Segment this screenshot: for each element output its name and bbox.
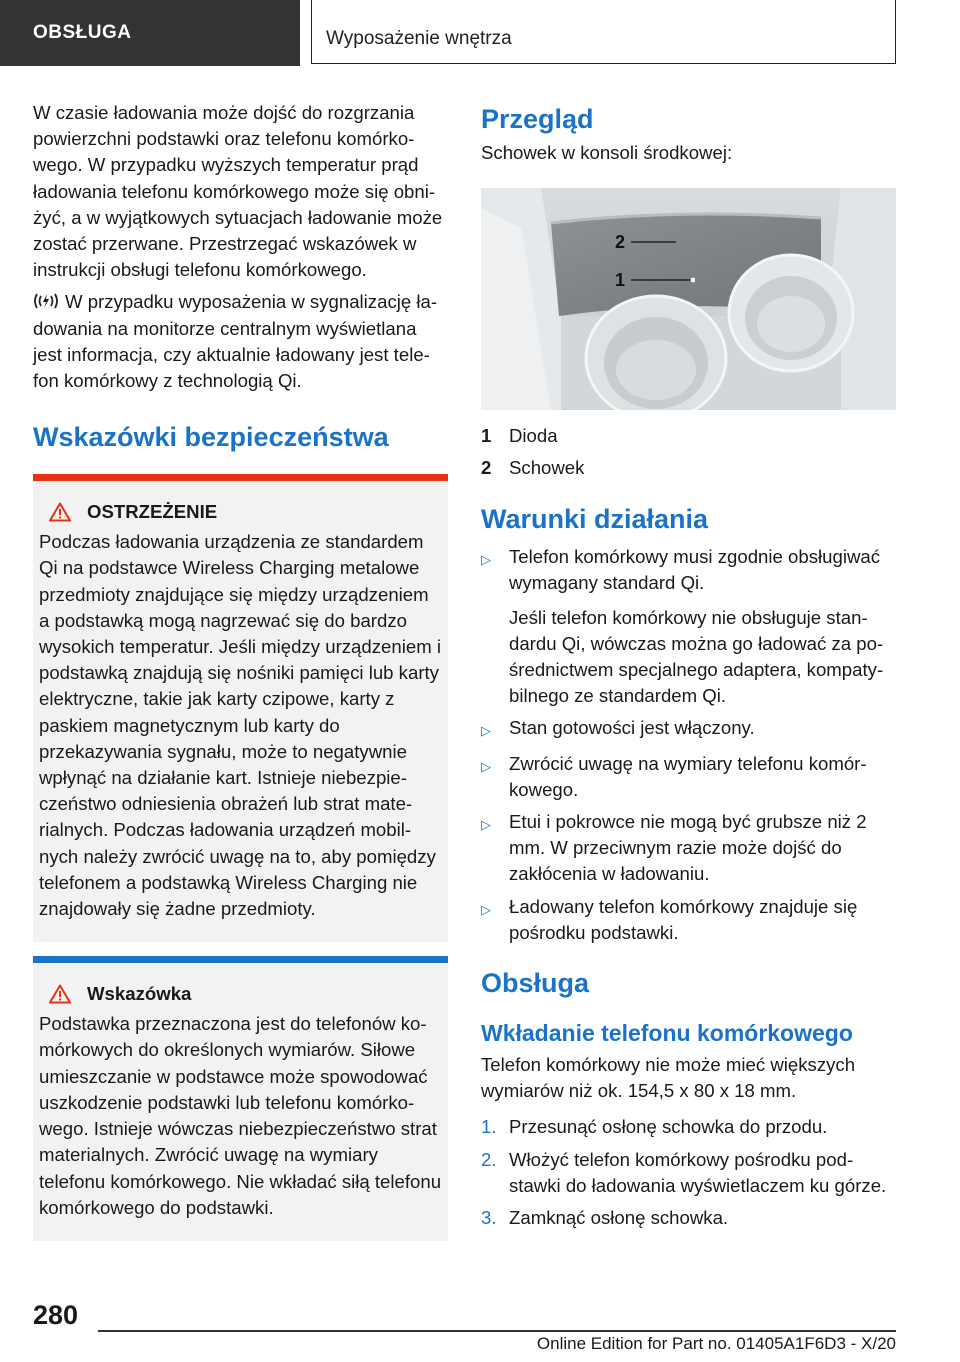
legend-item xyxy=(481,420,896,452)
list-item xyxy=(481,751,896,803)
section-label: OBSŁUGA xyxy=(0,0,300,66)
list-item xyxy=(481,894,896,946)
triangle-bullet-icon: ▷ xyxy=(481,901,491,917)
condition-text: Ładowany telefon komórkowy znajduje się pośrodku podstawki. xyxy=(509,895,858,943)
console-compartment-photo xyxy=(481,188,896,410)
operation-heading: Obsługa xyxy=(481,968,590,999)
warning-triangle-icon xyxy=(49,502,71,522)
condition-text: Stan gotowości jest włączony. xyxy=(509,717,755,739)
legend-label: Schowek xyxy=(509,457,585,479)
step-number: 3. xyxy=(481,1207,497,1229)
charging-display-paragraph xyxy=(33,289,448,394)
condition-extra: Jeśli telefon komórkowy nie obsługuje standardu Qi, wówczas można go ładować za pośrednictwem specjalnego adaptera, kompatybilnego ze standardem Qi. xyxy=(509,606,884,707)
legend-item xyxy=(481,452,896,484)
warning-box xyxy=(33,474,448,942)
note-title: Wskazówka xyxy=(87,983,192,1005)
console-illustration xyxy=(481,188,896,410)
overview-intro: Schowek w konsoli środkowej: xyxy=(481,142,733,163)
photo-callout-2: 2 xyxy=(615,232,626,253)
step-number: 1. xyxy=(481,1116,497,1138)
note-box xyxy=(33,956,448,1241)
list-item xyxy=(481,1205,896,1231)
page-number: 280 xyxy=(33,1300,79,1330)
safety-heading: Wskazówki bezpieczeństwa xyxy=(33,422,389,453)
list-item xyxy=(481,544,896,709)
legend-number: 1 xyxy=(481,425,492,447)
triangle-bullet-icon: ▷ xyxy=(481,758,491,774)
condition-text: Telefon komórkowy musi zgodnie obsługiwać wymagany standard Qi. xyxy=(509,546,881,594)
charging-heat-paragraph: W czasie ładowania może dojść do rozgrzania powierzchni podstawki oraz telefonu komórkowego. W przypadku wyższych temperatur prąd ładowania telefonu komórkowego może się obniżyć, a w wyjątkowych sytuacjach ładowanie może zostać przerwane. Przestrzegać wskazówek w instrukcji obsługi telefonu komórkowego. xyxy=(33,102,443,281)
list-item xyxy=(481,715,896,744)
conditions-heading: Warunki działania xyxy=(481,504,709,535)
warning-title: OSTRZEŻENIE xyxy=(87,501,218,523)
warning-title-row xyxy=(39,501,442,523)
photo-legend xyxy=(481,420,896,484)
footer-divider xyxy=(98,1330,896,1332)
overview-heading: Przegląd xyxy=(481,104,594,134)
warning-text: Podczas ładowania urządzenia ze standardem Qi na podstawce Wireless Charging metalowe przedmioty znajdujące się między urządzeniem a podstawką mogą nagrzewać się do bardzo wysokich temperatur. Jeśli między urządzeniem i podstawką znajdują się nośniki pamięci lub karty elektryczne, takie jak karty czipowe, karty z paskiem magnetycznym lub karty do przekazywania sygnału, może to negatywnie wpłynąć na działanie kart. Istnieje niebezpieczeństwo odniesienia obrażeń lub strat materialnych. Podczas ładowania urządzeń mobilnych należy zwrócić uwagę na to, aby pomiędzy telefonem a podstawką Wireless Charging nie znajdowały się żadne przedmioty. xyxy=(39,531,441,920)
page-header xyxy=(0,0,960,66)
step-text: Przesunąć osłonę schowka do przodu. xyxy=(509,1116,828,1138)
insert-intro: Telefon komórkowy nie może mieć większych wymiarów niż ok. 154,5 x 80 x 18 mm. xyxy=(481,1054,856,1102)
step-text: Zamknąć osłonę schowka. xyxy=(509,1207,729,1229)
condition-text: Zwrócić uwagę na wymiary telefonu komórkowego. xyxy=(509,752,867,800)
legend-label: Dioda xyxy=(509,425,558,447)
left-column xyxy=(33,100,448,1241)
legend-number: 2 xyxy=(481,457,492,479)
note-triangle-icon xyxy=(49,984,71,1004)
list-item xyxy=(481,1147,896,1199)
insert-steps xyxy=(481,1114,896,1231)
condition-text: Etui i pokrowce nie mogą być grubsze niż 2 mm. W przeciwnym razie może dojść do zakłócenia w ładowaniu. xyxy=(509,811,867,885)
list-item xyxy=(481,809,896,888)
right-column xyxy=(481,102,896,1237)
note-title-row xyxy=(39,983,442,1005)
step-number: 2. xyxy=(481,1148,497,1170)
note-text: Podstawka przeznaczona jest do telefonów komórkowych do określonych wymiarów. Siłowe umieszczanie w podstawce może spowodować uszkodzenie podstawki lub telefonu komórkowego. Istnieje wówczas niebezpieczeństwo strat materialnych. Zwrócić uwagę na wymiary telefonu komórkowego. Nie wkładać siłą telefonu komórkowego do podstawki. xyxy=(39,1013,442,1218)
triangle-bullet-icon: ▷ xyxy=(481,552,491,568)
insert-phone-heading: Wkładanie telefonu komórkowego xyxy=(481,1020,853,1047)
conditions-list xyxy=(481,544,896,946)
list-item xyxy=(481,1114,896,1140)
step-text: Włożyć telefon komórkowy pośrodku podstawki do ładowania wyświetlaczem ku górze. xyxy=(509,1148,887,1196)
edition-label: Online Edition for Part no. 01405A1F6D3 - X/20 xyxy=(536,1334,896,1353)
triangle-bullet-icon: ▷ xyxy=(481,817,491,833)
triangle-bullet-icon: ▷ xyxy=(481,723,491,739)
photo-callout-1: 1 xyxy=(615,270,626,291)
charging-display-text: W przypadku wyposażenia w sygnalizację ładowania na monitorze centralnym wyświetlana jest informacja, czy aktualnie ładowany jest telefon komórkowy z technologią Qi. xyxy=(33,291,438,392)
topic-label: Wyposażenie wnętrza xyxy=(311,0,896,64)
wireless-charging-icon xyxy=(33,291,59,311)
